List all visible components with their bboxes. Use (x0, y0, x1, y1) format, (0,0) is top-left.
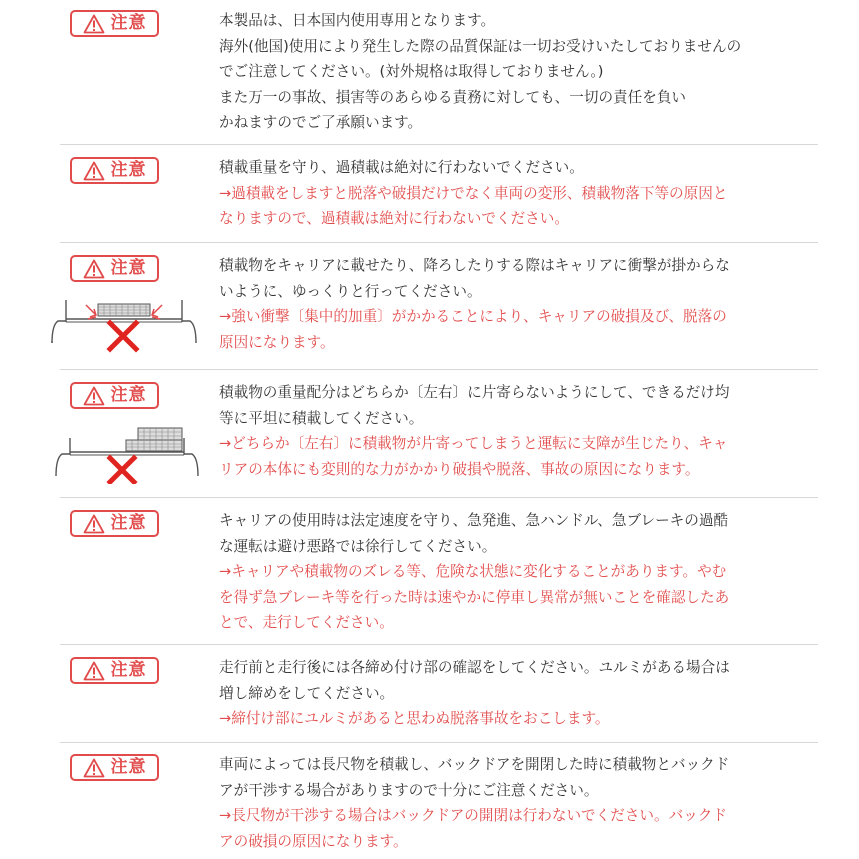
caution-line: 等に平坦に積載してください。 (219, 409, 424, 427)
caution-badge (70, 510, 159, 537)
warning-line: →長尺物が干渉する場合はバックドアの開閉は行わないでください。バックド (219, 807, 727, 825)
warning-line: →どちらか〔左右〕に積載物が片寄ってしまうと運転に支障が生じたり、キャ (219, 435, 728, 453)
warning-triangle-icon (83, 386, 105, 406)
caution-line: 本製品は、日本国内使用専用となります。 (219, 12, 496, 29)
caution-line: 積載物の重量配分はどちらか〔左右〕に片寄らないようにして、できるだけ均 (219, 384, 730, 401)
caution-line: いように、ゆっくりと行ってください。 (219, 282, 482, 300)
caution-badge-label: 注意 (110, 757, 147, 777)
caution-badge-label: 注意 (110, 660, 147, 680)
warning-line: →過積載をしますと脱落や破損だけでなく車両の変形、積載物落下等の原因と (219, 184, 728, 202)
caution-line: 積載重量を守り、過積載は絶対に行わないでください。 (219, 159, 584, 176)
caution-badge-label: 注意 (110, 160, 147, 180)
caution-text (219, 155, 809, 232)
warning-triangle-icon (83, 259, 105, 279)
caution-text (219, 655, 809, 732)
caution-badge-label: 注意 (110, 385, 147, 405)
section-divider (60, 369, 818, 370)
section-divider (60, 644, 818, 645)
caution-badge-label: 注意 (110, 258, 147, 278)
warning-triangle-icon (83, 514, 105, 534)
warning-line: →キャリアや積載物のズレる等、危険な状態に変化することがあります。やむ (219, 563, 727, 581)
caution-badge (70, 657, 159, 684)
section-divider (60, 742, 818, 743)
warning-line: を得ず急ブレーキ等を行った時は速やかに停車し異常が無いことを確認したあ (219, 588, 730, 606)
warning-line: リアの本体にも変則的な力がかかり破損や脱落、事故の原因になります。 (219, 460, 700, 478)
caution-text (219, 380, 809, 482)
caution-line: 増し締めをしてください。 (219, 684, 395, 702)
warning-line: 原因になります。 (219, 333, 335, 351)
caution-text (219, 253, 809, 355)
warning-line: とで、走行してください。 (219, 614, 394, 632)
warning-line: →強い衝撃〔集中的加重〕がかかることにより、キャリアの破損及び、脱落の (219, 308, 727, 326)
warning-triangle-icon (83, 661, 105, 681)
caution-text (219, 8, 809, 136)
caution-line: キャリアの使用時は法定速度を守り、急発進、急ハンドル、急ブレーキの過酷 (219, 512, 729, 529)
warning-triangle-icon (83, 758, 105, 778)
caution-badge (70, 157, 159, 184)
section-divider (60, 242, 818, 243)
caution-badge (70, 382, 159, 409)
carrier-uneven-load-illustration (52, 424, 202, 484)
caution-line: でご注意してください。(対外規格は取得しておりません。) (219, 63, 604, 81)
caution-line: 海外(他国)使用により発生した際の品質保証は一切お受けいたしておりませんの (219, 37, 742, 55)
warning-triangle-icon (83, 14, 105, 34)
caution-badge (70, 10, 159, 37)
warning-line: →締付け部にユルミがあると思わぬ脱落事故をおこします。 (219, 710, 610, 728)
caution-line: また万一の事故、損害等のあらゆる責務に対しても、一切の責任を負い (219, 88, 687, 106)
carrier-impact-illustration (48, 297, 200, 355)
caution-line: 積載物をキャリアに載せたり、降ろしたりする際はキャリアに衝撃が掛からな (219, 257, 730, 274)
caution-badge-label: 注意 (110, 13, 147, 33)
caution-line: 走行前と走行後には各締め付け部の確認をしてください。ユルミがある場合は (219, 659, 730, 676)
caution-badge (70, 255, 159, 282)
caution-line: アが干渉する場合がありますので十分にご注意ください。 (219, 781, 599, 799)
caution-text (219, 508, 809, 636)
warning-triangle-icon (83, 161, 105, 181)
caution-line: かねますのでご了承願います。 (219, 114, 423, 132)
caution-line: な運転は避け悪路では徐行してください。 (219, 537, 497, 555)
warning-line: アの破損の原因になります。 (219, 832, 408, 850)
section-divider (60, 497, 818, 498)
section-divider (60, 144, 818, 145)
caution-badge (70, 754, 159, 781)
caution-line: 車両によっては長尺物を積載し、バックドアを開閉した時に積載物とバックド (219, 756, 730, 773)
caution-text (219, 752, 809, 854)
caution-badge-label: 注意 (110, 513, 147, 533)
warning-line: なりますので、過積載は絶対に行わないでください。 (219, 210, 569, 228)
